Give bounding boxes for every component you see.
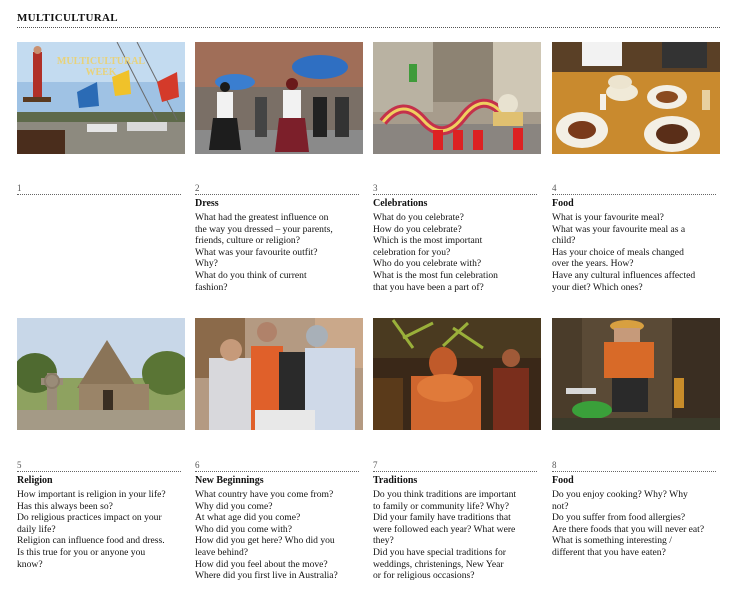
card-number: 1: [17, 183, 22, 193]
question-line: Do you think traditions are important: [373, 489, 517, 500]
question-line: celebration for you?: [373, 246, 451, 258]
question-line: How did you feel about the move?: [195, 558, 328, 570]
question-line: leave behind?: [195, 546, 249, 558]
card-number: 7: [373, 460, 378, 470]
question-line: daily life?: [17, 523, 56, 535]
question-line: Why?: [195, 258, 218, 270]
question-line: What is your favourite meal?: [552, 212, 664, 223]
question-line: Do you enjoy cooking? Why? Why: [552, 489, 688, 500]
photo-dress: [195, 42, 363, 154]
photo-food: [552, 42, 720, 154]
question-line: friends, culture or religion?: [195, 235, 300, 247]
question-line: What was your favourite meal as a: [552, 223, 686, 235]
question-line: fashion?: [195, 281, 228, 293]
question-line: At what age did you come?: [195, 512, 301, 524]
question-line: different that you have eaten?: [552, 546, 666, 558]
question-line: Has your choice of meals changed: [552, 246, 684, 258]
title-divider: [17, 27, 720, 28]
question-line: were followed each year? What were: [373, 523, 516, 535]
card-divider: [195, 194, 359, 195]
card-heading: Food: [552, 475, 574, 486]
question-line: Who do you celebrate with?: [373, 258, 482, 270]
question-line: What was your favourite outfit?: [195, 246, 318, 258]
question-line: Are there foods that you will never eat?: [552, 523, 705, 535]
question-line: Did your family have traditions that: [373, 512, 511, 524]
question-line: to family or community life? Why?: [373, 500, 509, 512]
card-dress: [195, 183, 363, 293]
question-line: Is this true for you or anyone you: [17, 546, 146, 558]
card-divider: [552, 194, 716, 195]
question-line: know?: [17, 558, 43, 570]
question-line: Has this always been so?: [17, 500, 113, 512]
card-heading: Religion: [17, 475, 53, 486]
question-line: that you have been a part of?: [373, 281, 484, 293]
banner-text-line1: MULTICULTURAL: [56, 56, 146, 67]
card-traditions: [373, 460, 541, 582]
question-line: How do you celebrate?: [373, 223, 462, 235]
photo-traditions: [373, 318, 541, 430]
photo-celebrations: [373, 42, 541, 154]
photo-cooking: [552, 318, 720, 430]
question-line: Do you suffer from food allergies?: [552, 512, 686, 524]
card-1: [17, 183, 185, 198]
question-line: Which is the most important: [373, 235, 483, 247]
photo-new-beginnings: [195, 318, 363, 430]
question-line: child?: [552, 235, 576, 247]
question-line: How important is religion in your life?: [17, 489, 166, 500]
question-line: What is something interesting /: [552, 535, 672, 547]
card-number: 2: [195, 183, 200, 193]
card-divider: [195, 471, 359, 472]
card-number: 5: [17, 460, 22, 470]
card-heading: New Beginnings: [195, 475, 264, 486]
question-line: Why did you come?: [195, 500, 273, 512]
question-line: What do you think of current: [195, 269, 307, 281]
card-new-beginnings: [195, 460, 363, 582]
question-line: What is the most fun celebration: [373, 269, 498, 281]
question-line: the way you dressed – your parents,: [195, 223, 333, 235]
photo-multicultural-week: [17, 42, 185, 154]
card-heading: Food: [552, 198, 574, 209]
card-celebrations: [373, 183, 541, 293]
card-number: 6: [195, 460, 200, 470]
question-line: Who did you come with?: [195, 523, 292, 535]
card-number: 8: [552, 460, 557, 470]
question-line: Did you have special traditions for: [373, 546, 506, 558]
card-heading: Dress: [195, 198, 219, 209]
question-line: Have any cultural influences affected: [552, 269, 696, 281]
question-line: Where did you first live in Australia?: [195, 570, 338, 582]
question-line: over the years. How?: [552, 258, 634, 270]
question-line: your diet? Which ones?: [552, 281, 643, 293]
card-food: [552, 183, 720, 293]
card-food-2: [552, 460, 720, 559]
question-line: Do religious practices impact on your: [17, 512, 162, 524]
question-line: or for religious occasions?: [373, 570, 475, 582]
banner-text-line2: WEEK: [85, 67, 117, 78]
card-divider: [373, 471, 537, 472]
question-line: What do you celebrate?: [373, 212, 464, 223]
question-line: not?: [552, 500, 569, 512]
question-line: What country have you come from?: [195, 489, 334, 500]
question-line: they?: [373, 535, 394, 547]
card-heading: Traditions: [373, 475, 418, 486]
page-title: MULTICULTURAL: [17, 12, 118, 24]
card-divider: [373, 194, 537, 195]
question-line: What had the greatest influence on: [195, 212, 329, 223]
card-number: 4: [552, 183, 557, 193]
card-divider: [17, 471, 181, 472]
card-divider: [552, 471, 716, 472]
card-religion: [17, 460, 185, 570]
card-divider: [17, 194, 181, 195]
question-line: weddings, christenings, New Year: [373, 558, 504, 570]
question-line: How did you get here? Who did you: [195, 535, 335, 547]
card-number: 3: [373, 183, 378, 193]
photo-religion: [17, 318, 185, 430]
card-heading: Celebrations: [373, 198, 428, 209]
question-line: Religion can influence food and dress.: [17, 535, 165, 547]
